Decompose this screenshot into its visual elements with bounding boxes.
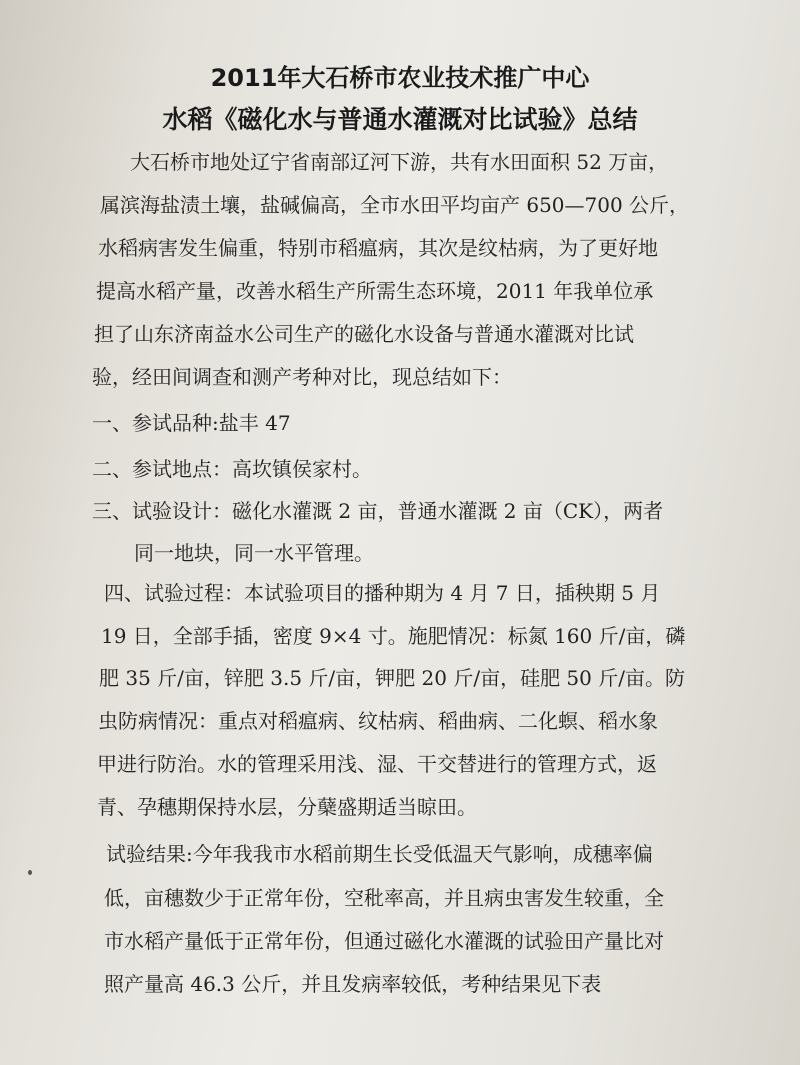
intro-line: 担了山东济南益水公司生产的磁化水设备与普通水灌溉对比试 (94, 322, 634, 346)
results-line: 试验结果:今年我我市水稻前期生长受低温天气影响，成穗率偏 (106, 842, 653, 866)
document-title-line2: 水稻《磁化水与普通水灌溉对比试验》总结 (162, 105, 638, 134)
paper-speck (28, 870, 32, 875)
item-process-line: 虫防病情况：重点对稻瘟病、纹枯病、稻曲病、二化螟、稻水象 (98, 709, 658, 733)
results-line: 市水稻产量低于正常年份，但通过磁化水灌溉的试验田产量比对 (104, 929, 664, 953)
item-design-line: 三、试验设计：磁化水灌溉 2 亩，普通水灌溉 2 亩（CK），两者 (92, 499, 664, 523)
item-process-line: 青、孕穗期保持水层，分蘖盛期适当晾田。 (97, 795, 477, 819)
intro-line: 提高水稻产量，改善水稻生产所需生态环境，2011 年我单位承 (96, 279, 654, 303)
intro-line: 属滨海盐渍土壤，盐碱偏高，全市水田平均亩产 650—700 公斤， (100, 193, 690, 217)
results-line: 低，亩穗数少于正常年份，空秕率高，并且病虫害发生较重，全 (104, 886, 664, 910)
item-design-line: 同一地块，同一水平管理。 (134, 541, 374, 565)
item-location: 二、参试地点：高坎镇侯家村。 (92, 457, 372, 481)
results-line: 照产量高 46.3 公斤，并且发病率较低，考种结果见下表 (104, 972, 602, 996)
item-process-line: 肥 35 斤/亩，锌肥 3.5 斤/亩，钾肥 20 斤/亩，硅肥 50 斤/亩。防 (99, 666, 685, 690)
intro-line: 大石桥市地处辽宁省南部辽河下游，共有水田面积 52 万亩， (130, 150, 669, 174)
item-process-line: 四、试验过程：本试验项目的播种期为 4 月 7 日，插秧期 5 月 (104, 581, 661, 605)
item-variety: 一、参试品种:盐丰 47 (92, 411, 291, 435)
item-process-line: 19 日，全部手插，密度 9×4 寸。施肥情况：标氮 160 斤/亩，磷 (101, 624, 686, 648)
item-process-line: 甲进行防治。水的管理采用浅、湿、干交替进行的管理方式，返 (97, 752, 657, 776)
intro-line: 验，经田间调查和测产考种对比，现总结如下： (92, 365, 512, 389)
intro-line: 水稻病害发生偏重，特别市稻瘟病，其次是纹枯病，为了更好地 (98, 236, 658, 260)
document-title-line1: 2011年大石桥市农业技术推广中心 (210, 64, 590, 92)
